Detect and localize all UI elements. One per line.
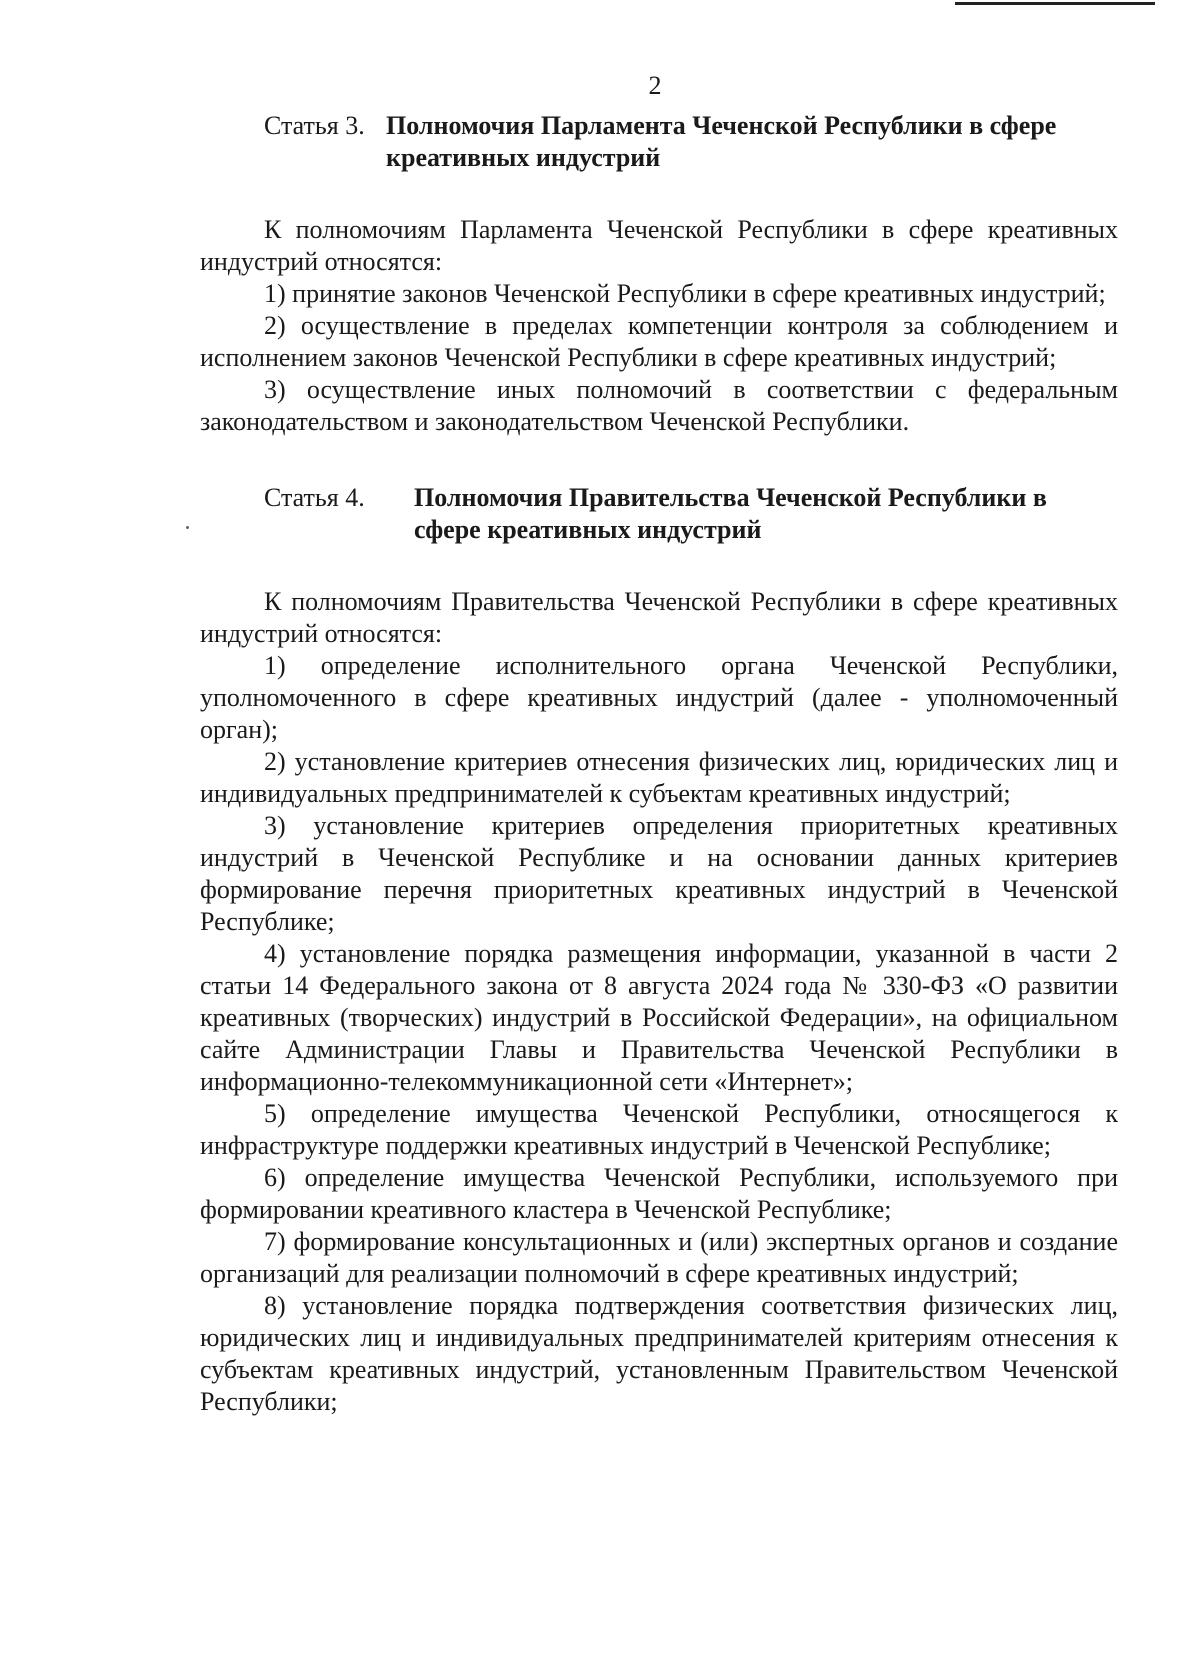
top-rule-line xyxy=(955,2,1155,5)
article-3-item-3: 3) осуществление иных полномочий в соответствии с федеральным законодательством и законодательством Чеченской Республики. xyxy=(200,375,1118,436)
article-4-item-4: 4) установление порядка размещения информации, указанной в части 2 статьи 14 Федерального закона от 8 августа 2024 года № 330-ФЗ «О развитии креативных (творческих) индустрий в Российской Федерации», на официальном сайте Администрации Главы и Правительства Чеченской Республики в информационно-телекоммуникационной сети «Интернет»; xyxy=(200,939,1118,1096)
article-4-item-1: 1) определение исполнительного органа Чеченской Республики, уполномоченного в сфере креативных индустрий (далее - уполномоченный орган); xyxy=(200,651,1118,744)
page-number: 2 xyxy=(648,71,662,100)
article-4-heading xyxy=(200,482,1118,546)
article-4-item-8: 8) установление порядка подтверждения соответствия физических лиц, юридических лиц и индивидуальных предпринимателей критериям отнесения к субъектам креативных индустрий, установленным Правительством Чеченской Республики; xyxy=(200,1291,1118,1416)
article-4-item-6: 6) определение имущества Чеченской Республики, используемого при формировании креативного кластера в Чеченской Республике; xyxy=(200,1163,1118,1224)
article-4-label: Статья 4. xyxy=(264,483,365,512)
article-3-item-1: 1) принятие законов Чеченской Республики в сфере креативных индустрий; xyxy=(264,279,1106,308)
article-4-intro: К полномочиям Правительства Чеченской Республики в сфере креативных индустрий относятся: xyxy=(200,587,1118,648)
article-3-title: Полномочия Парламента Чеченской Республики в сфере креативных индустрий xyxy=(386,111,1057,172)
article-4-item-7: 7) формирование консультационных и (или) экспертных органов и создание организаций для реализации полномочий в сфере креативных индустрий; xyxy=(200,1227,1118,1288)
article-3-item-2: 2) осуществление в пределах компетенции контроля за соблюдением и исполнением законов Чеченской Республики в сфере креативных индустрий; xyxy=(200,311,1118,372)
article-4-item-3: 3) установление критериев определения приоритетных креативных индустрий в Чеченской Республике и на основании данных критериев формирование перечня приоритетных креативных индустрий в Чеченской Республике; xyxy=(200,811,1118,936)
article-4-item-2: 2) установление критериев отнесения физических лиц, юридических лиц и индивидуальных предпринимателей к субъектам креативных индустрий; xyxy=(200,747,1118,808)
article-3-label: Статья 3. xyxy=(264,111,365,140)
scan-artifact-dot xyxy=(186,526,189,529)
article-3-heading xyxy=(200,110,1118,174)
article-3-intro: К полномочиям Парламента Чеченской Республики в сфере креативных индустрий относятся: xyxy=(200,215,1118,276)
document-body xyxy=(200,110,1118,1418)
article-4-title: Полномочия Правительства Чеченской Республики в сфере креативных индустрий xyxy=(414,483,1047,544)
section-spacer xyxy=(200,438,1118,482)
article-4-item-5: 5) определение имущества Чеченской Республики, относящегося к инфраструктуре поддержки креативных индустрий в Чеченской Республике; xyxy=(200,1099,1118,1160)
